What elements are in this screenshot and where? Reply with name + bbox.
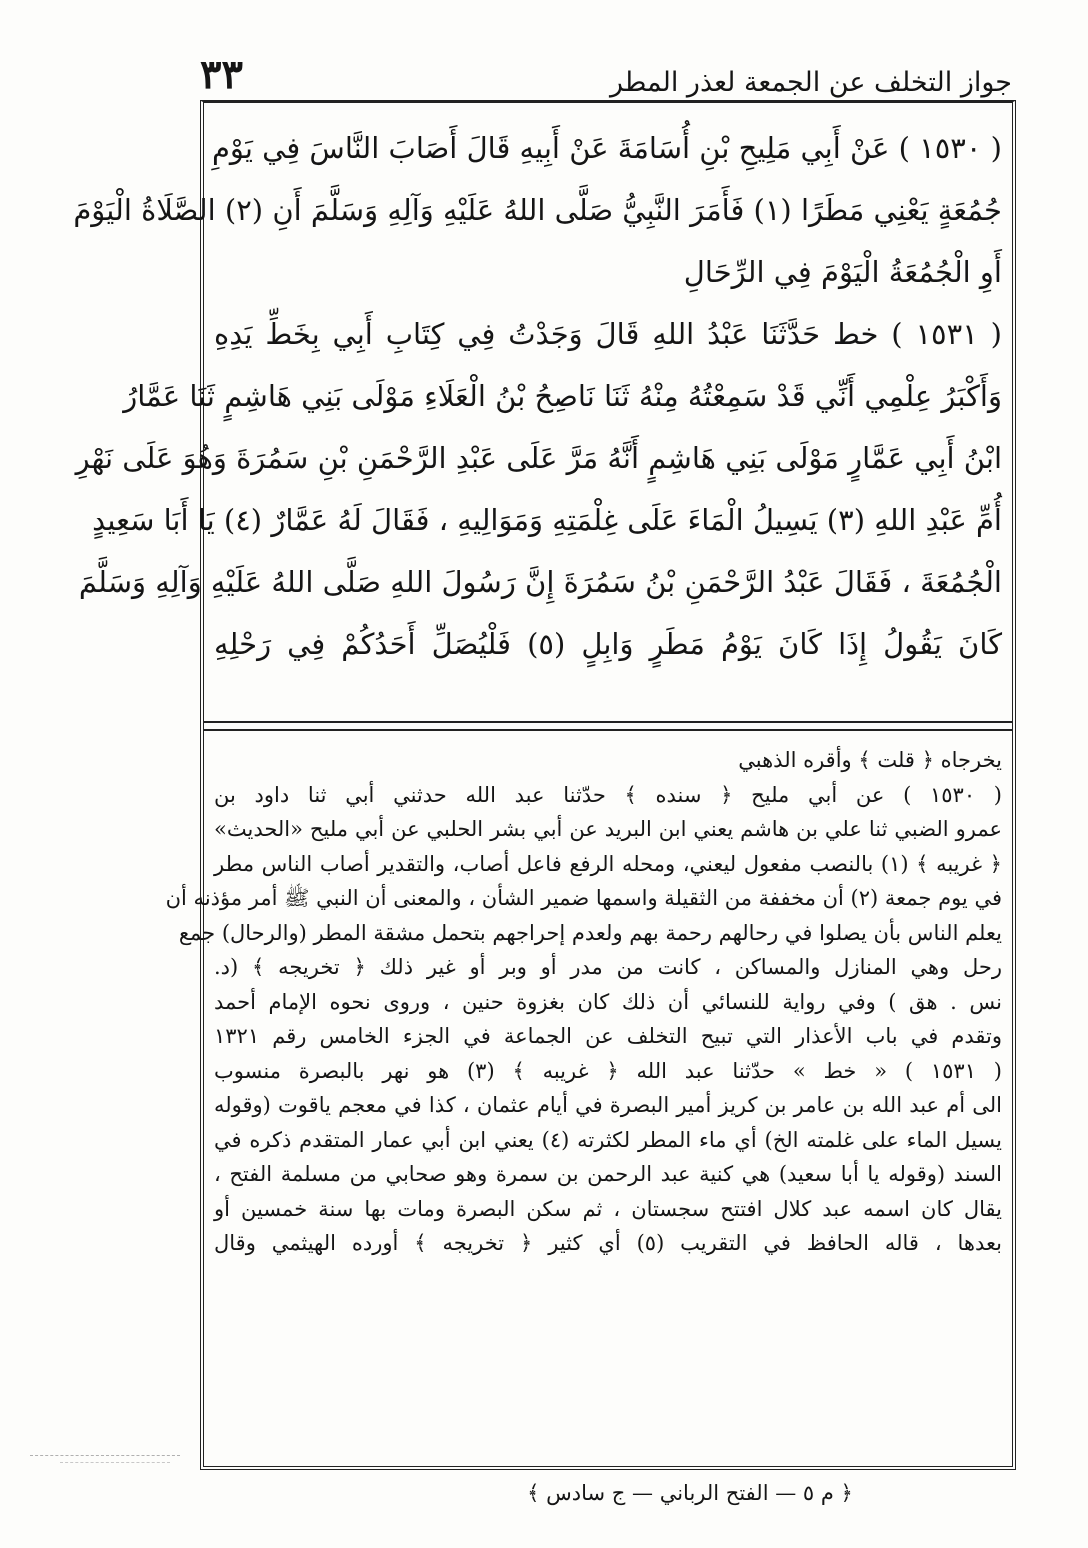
hadith-line: أَوِ الْجُمُعَةُ الْيَوْمَ فِي الرِّحَالِ <box>683 255 1002 289</box>
running-title: جواز التخلف عن الجمعة لعذر المطر <box>609 67 1012 98</box>
page-header <box>200 38 1020 98</box>
commentary-line: ( ١٥٣٠ ) عن أبي مليح ﴿ سنده ﴾ حدّثنا عبد الله حدثني أبي ثنا داود بن <box>214 782 1003 807</box>
hadith-line: وَأَكْبَرُ عِلْمِي أَنِّي قَدْ سَمِعْتُهُ مِنْهُ ثَنَا نَاصِحُ بْنُ الْعَلَاءِ مَوْلَى بَنِي هَاشِمٍ ثَنَا عَمَّارُ <box>123 379 1002 413</box>
commentary-line: عمرو الضبي ثنا علي بن هاشم يعني ابن البريد عن أبي بشر الحلبي عن أبي مليح «الحديث» <box>214 817 1002 841</box>
commentary-line: يقال كان اسمه عبد كلال افتتح سجستان ، ثم سكن البصرة ومات بها سنة خمسين أو <box>214 1196 1002 1221</box>
page-number: ٣٣ <box>200 51 243 98</box>
commentary-line: يسيل الماء على غلمته الخ) أي ماء المطر لكثرته (٤) يعني ابن أبي عمار المتقدم ذكره في <box>214 1127 1002 1152</box>
commentary-line: في يوم جمعة (٢) أن مخففة من الثقيلة واسمها ضمير الشأن ، والمعنى أن النبي ﷺ أمر مؤذنه أن <box>165 886 1002 910</box>
commentary-line: بعدها ، قاله الحافظ في التقريب (٥) أي كثير ﴿ تخريجه ﴾ أورده الهيثمي وقال <box>214 1231 1002 1255</box>
text-frame <box>73 100 1016 1470</box>
hadith-line: ابْنُ أَبِي عَمَّارٍ مَوْلَى بَنِي هَاشِمٍ أَنَّهُ مَرَّ عَلَى عَبْدِ الرَّحْمَنِ بْنِ سَمُرَةَ وَهُوَ عَلَى نَهْرِ <box>75 441 1002 475</box>
section-divider <box>204 721 1012 731</box>
scan-smudge <box>30 1455 180 1456</box>
page-footer-signature: ﴿ م ٥ — الفتح الرباني — ج سادس ﴾ <box>527 1481 853 1505</box>
commentary-line: يخرجاه ﴿ قلت ﴾ وأقره الذهبي <box>738 748 1002 772</box>
commentary-line: رحل وهي المنازل والمساكن ، كانت من مدر أو وبر أو غير ذلك ﴿ تخريجه ﴾ (د. <box>214 955 1002 979</box>
scan-smudge <box>60 1462 170 1463</box>
hadith-line: جُمُعَةٍ يَعْنِي مَطَرًا (١) فَأَمَرَ النَّبِيُّ صَلَّى اللهُ عَلَيْهِ وَآلِهِ وَسَلَّمَ أَنِ (٢) الصَّلَاةُ الْيَوْمَ <box>73 193 1002 227</box>
hadith-text-block <box>73 119 1002 715</box>
commentary-block <box>165 743 1003 1443</box>
commentary-line: السند (وقوله يا أبا سعيد) هي كنية عبد الرحمن بن سمرة وهو صحابي من مسلمة الفتح ، <box>214 1162 1002 1186</box>
commentary-line: ﴿ غريبه ﴾ (١) بالنصب مفعول ليعني، ومحله الرفع فاعل أصاب، والتقدير أصاب الناس مطر <box>214 851 1002 876</box>
commentary-line: ( ١٥٣١ ) « خط » حدّثنا عبد الله ﴿ غريبه ﴾ (٣) هو نهر بالبصرة منسوب <box>214 1058 1002 1083</box>
hadith-line: الْجُمُعَةَ ، فَقَالَ عَبْدُ الرَّحْمَنِ بْنُ سَمُرَةَ إِنَّ رَسُولَ اللهِ صَلَّى اللهُ عَلَيْهِ وَآلِهِ وَسَلَّمَ <box>78 565 1002 599</box>
hadith-line: ( ١٥٣٠ ) عَنْ أَبِي مَلِيحِ بْنِ أُسَامَةَ عَنْ أَبِيهِ قَالَ أَصَابَ النَّاسَ فِي يَوْمِ <box>211 131 1002 165</box>
commentary-line: وتقدم في باب الأعذار التي تبيح التخلف عن الجماعة في الجزء الخامس رقم ١٣٢١ <box>214 1024 1002 1048</box>
hadith-line: ( ١٥٣١ ) خط حَدَّثَنَا عَبْدُ اللهِ قَالَ وَجَدْتُ فِي كِتَابِ أَبِي بِخَطِّ يَدِهِ <box>214 317 1002 351</box>
hadith-line: أُمِّ عَبْدِ اللهِ (٣) يَسِيلُ الْمَاءَ عَلَى غِلْمَتِهِ وَمَوَالِيهِ ، فَقَالَ لَهُ عَمَّارٌ (٤) يَا أَبَا سَعِيدٍ <box>92 503 1002 537</box>
hadith-line: كَانَ يَقُولُ إِذَا كَانَ يَوْمُ مَطَرٍ وَابِلٍ (٥) فَلْيُصَلِّ أَحَدُكُمْ فِي رَحْلِهِ <box>214 627 1002 661</box>
commentary-line: يعلم الناس بأن يصلوا في رحالهم رحمة بهم ولعدم إحراجهم بتحمل مشقة المطر (والرحال) جمع <box>178 920 1002 945</box>
commentary-line: الى أم عبد الله بن عامر بن كريز أمير البصرة في أيام عثمان ، كذا في معجم ياقوت (وقوله <box>214 1093 1002 1117</box>
commentary-line: نس . هق ) وفي رواية للنسائي أن ذلك كان بغزوة حنين ، وروى نحوه الإمام أحمد <box>214 989 1002 1014</box>
